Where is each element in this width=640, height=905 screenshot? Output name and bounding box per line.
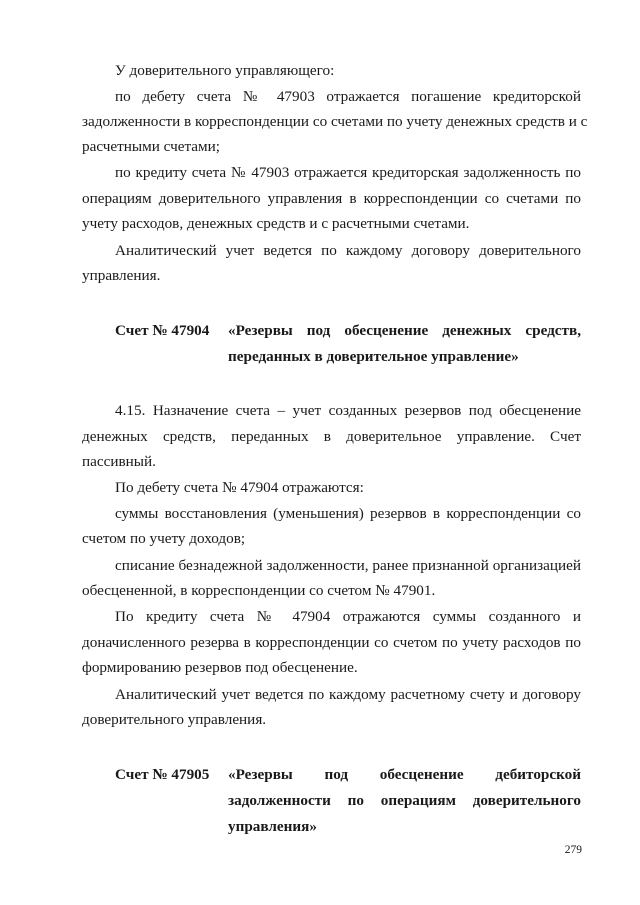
body-line: счетом по учету доходов; xyxy=(82,530,246,547)
body-line: доначисленного резерва в корреспонденции со счетом по учету расходов по xyxy=(82,634,581,651)
intro-line: операциям доверительного управления в корреспонденции со счетами по xyxy=(82,190,581,207)
intro-line: расчетными счетами; xyxy=(82,138,220,155)
intro-line: У доверительного управляющего: xyxy=(115,62,335,79)
intro-line: задолженности в корреспонденции со счетами по учету денежных средств и с xyxy=(82,113,588,130)
body-line: доверительного управления. xyxy=(82,711,267,728)
body-line: пассивный. xyxy=(82,453,156,470)
section-title-line: управления» xyxy=(228,818,317,835)
intro-line: управления. xyxy=(82,267,161,284)
section-account-label: Счет № 47905 xyxy=(115,766,210,783)
body-line: суммы восстановления (уменьшения) резервов в корреспонденции со xyxy=(115,505,581,522)
body-line: По кредиту счета № 47904 отражаются суммы созданного и xyxy=(115,608,581,625)
intro-line: по кредиту счета № 47903 отражается кредиторская задолженность по xyxy=(115,164,581,181)
section-title-line: переданных в доверительное управление» xyxy=(228,348,519,365)
intro-line: по дебету счета № 47903 отражается погашение кредиторской xyxy=(115,88,581,105)
intro-line: Аналитический учет ведется по каждому договору доверительного xyxy=(115,242,581,259)
body-line: денежных средств, переданных в доверительное управление. Счет xyxy=(82,428,581,445)
section-account-label: Счет № 47904 xyxy=(115,322,210,339)
body-line: списание безнадежной задолженности, ранее признанной организацией xyxy=(115,557,581,574)
section-title-line: задолженности по операциям доверительного xyxy=(228,792,581,809)
body-line: 4.15. Назначение счета – учет созданных резервов под обесценение xyxy=(115,402,581,419)
section-title-line: «Резервы под обесценение денежных средств, xyxy=(228,322,581,339)
body-line: обесцененной, в корреспонденции со счетом № 47901. xyxy=(82,582,436,599)
intro-line: учету расходов, денежных средств и с расчетными счетами. xyxy=(82,215,470,232)
body-line: Аналитический учет ведется по каждому расчетному счету и договору xyxy=(115,686,581,703)
page-number: 279 xyxy=(564,844,582,856)
body-line: формированию резервов под обесценение. xyxy=(82,659,358,676)
section-title-line: «Резервы под обесценение дебиторской xyxy=(228,766,581,783)
body-line: По дебету счета № 47904 отражаются: xyxy=(115,479,364,496)
